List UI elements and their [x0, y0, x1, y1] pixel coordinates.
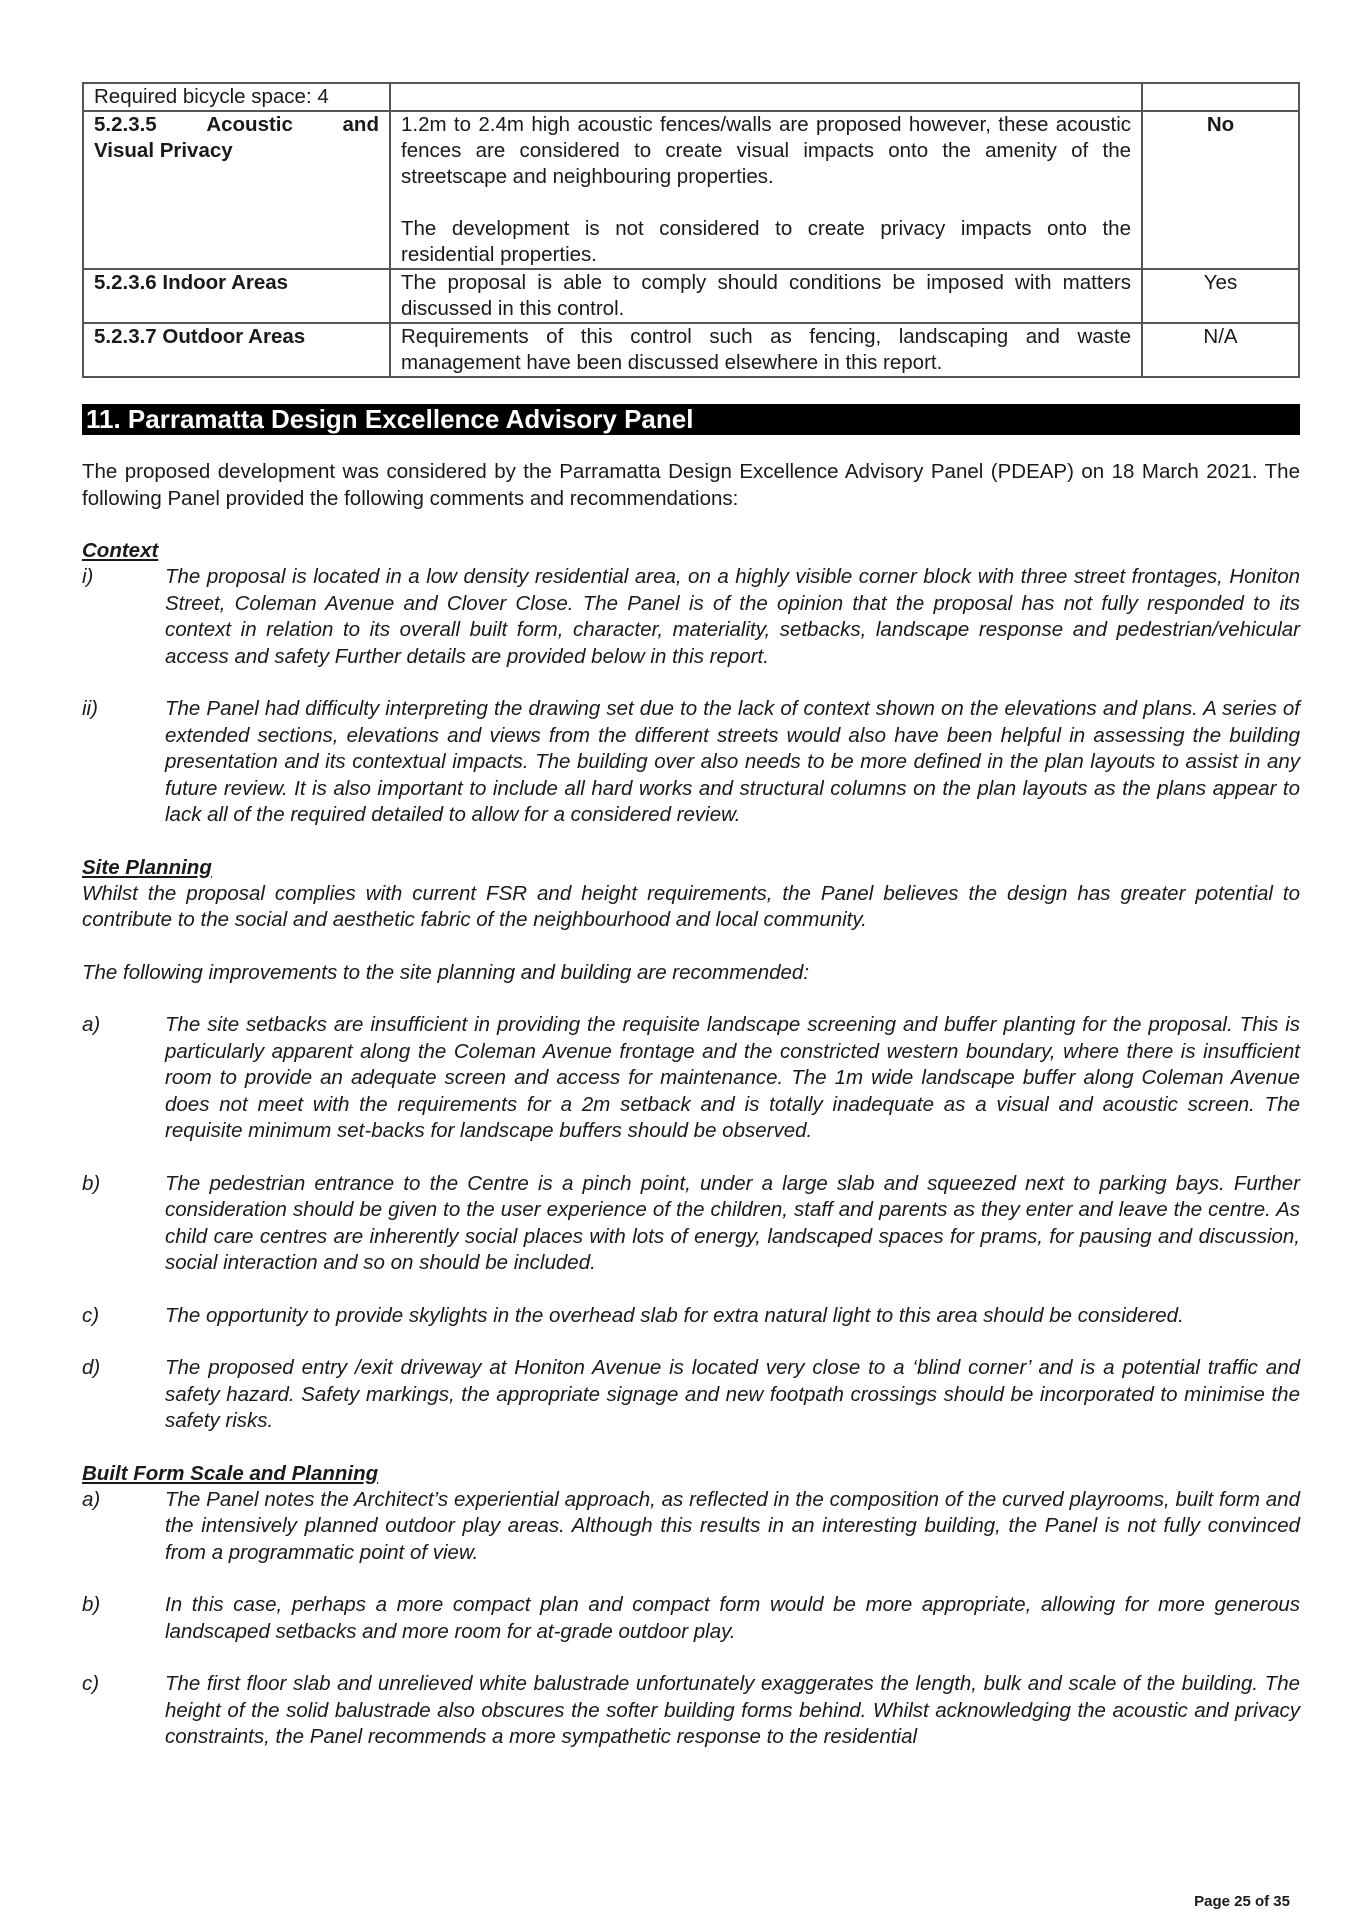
control-title-rest: Visual Privacy: [94, 139, 233, 162]
compliance-table: [82, 82, 1300, 378]
list-marker: b): [82, 1171, 101, 1195]
context-heading: Context: [82, 539, 159, 562]
comment-paragraph: 1.2m to 2.4m high acoustic fences/walls are proposed however, these acoustic fences are considered to create visual impacts onto the amenity of the streetscape and neighbouring properties.: [401, 113, 1131, 188]
list-text: The Panel had difficulty interpreting the drawing set due to the lack of context shown on the elevations and plans. A series of extended sections, elevations and views from the different streets would also have been helpful in assessing the building presentation and its contextual impacts. The building over also needs to be more defined in the plan layouts to assist in any future review. It is also important to include all hard works and structural columns on the plan layouts as the plans appear to lack all of the required detailed to allow for a considered review.: [165, 697, 1300, 826]
list-text: The proposal is located in a low density residential area, on a highly visible corner block with three street frontages, Honiton Street, Coleman Avenue and Clover Close. The Panel is of the opinion that the proposal has not fully responded to its context in relation to its overall built form, character, materiality, setbacks, landscape response and pedestrian/vehicular access and safety Further details are provided below in this report.: [165, 565, 1300, 668]
list-text: In this case, perhaps a more compact plan and compact form would be more appropriate, allowing for more generous landscaped setbacks and more room for at-grade outdoor play.: [165, 1593, 1300, 1643]
comment-cell: [390, 83, 1142, 111]
site-planning-heading: Site Planning: [82, 855, 212, 879]
list-item: [82, 1487, 1300, 1567]
control-number: 5.2.3.5: [94, 113, 157, 136]
table-row: [83, 83, 1299, 111]
table-row: [83, 323, 1299, 377]
list-marker: d): [82, 1356, 101, 1379]
compliance-cell: No: [1142, 111, 1299, 269]
section-heading: 11. Parramatta Design Excellence Advisory Panel: [82, 404, 1300, 435]
compliance-cell: [1142, 83, 1299, 111]
list-text: The pedestrian entrance to the Centre is a pinch point, under a large slab and squeezed next to parking bays. Further consideration should be given to the user experience of the children, staff and parents as they enter and leave the centre. As child care centres are inherently social places with lots of energy, landscaped spaces for prams, for pausing and discussion, social interaction and so on should be included.: [165, 1171, 1300, 1274]
built-form-heading: Built Form Scale and Planning: [82, 1461, 379, 1485]
list-text: The Panel notes the Architect’s experiential approach, as reflected in the composition of the curved playrooms, built form and the intensively planned outdoor play areas. Although this results in an interesting building, the Panel is not fully convinced from a programmatic point of view.: [165, 1487, 1300, 1564]
table-row: [83, 269, 1299, 323]
page-number: Page 25 of 35: [1194, 1893, 1290, 1910]
list-text: The site setbacks are insufficient in providing the requisite landscape screening and buffer planting for the proposal. This is particularly apparent along the Coleman Avenue frontage and the constricted western boundary, where there is insufficient room to provide an adequate screen and access for maintenance. The 1m wide landscape buffer along Coleman Avenue does not meet with the requirements for a 2m setback and is totally inadequate as a visual and acoustic screen. The requisite minimum set-backs for landscape buffers should be observed.: [165, 1013, 1300, 1142]
list-marker: c): [82, 1672, 100, 1695]
section-intro: The proposed development was considered by the Parramatta Design Excellence Advisory Panel (PDEAP) on 18 March 2021. The following Panel provided the following comments and recommendations:: [82, 460, 1300, 510]
control-title: [94, 112, 379, 138]
control-cell: Required bicycle space: 4: [83, 83, 390, 111]
compliance-cell: N/A: [1142, 323, 1299, 377]
list-marker: i): [82, 565, 94, 588]
list-item: [82, 564, 1300, 670]
list-marker: ii): [82, 697, 98, 720]
compliance-cell: Yes: [1142, 269, 1299, 323]
site-planning-paragraph: The following improvements to the site planning and building are recommended:: [82, 960, 810, 984]
list-text: The proposed entry /exit driveway at Honiton Avenue is located very close to a ‘blind corner’ and is a potential traffic and safety hazard. Safety markings, the appropriate signage and new footpath crossings should be incorporated to minimise the safety risks.: [165, 1356, 1300, 1432]
list-marker: a): [82, 1013, 101, 1036]
control-word: Acoustic: [206, 113, 293, 136]
control-cell: 5.2.3.6 Indoor Areas: [83, 269, 390, 323]
comment-cell: Requirements of this control such as fencing, landscaping and waste management have been discussed elsewhere in this report.: [390, 323, 1142, 377]
comment-cell: [390, 111, 1142, 269]
list-marker: b): [82, 1593, 101, 1616]
list-item: [82, 696, 1300, 829]
list-text: The opportunity to provide skylights in the overhead slab for extra natural light to this area should be considered.: [165, 1303, 1184, 1327]
table-row: [83, 111, 1299, 269]
comment-cell: The proposal is able to comply should conditions be imposed with matters discussed in this control.: [390, 269, 1142, 323]
control-cell: [83, 111, 390, 269]
list-item: [82, 1592, 1300, 1645]
document-page: [82, 82, 1300, 1751]
control-word: and: [342, 113, 379, 136]
list-item: [82, 1671, 1300, 1751]
list-item: [82, 1012, 1300, 1145]
list-marker: c): [82, 1303, 100, 1327]
list-item: [82, 1171, 1300, 1277]
list-item: [82, 1355, 1300, 1435]
control-cell: 5.2.3.7 Outdoor Areas: [83, 323, 390, 377]
comment-paragraph: The development is not considered to create privacy impacts onto the residential properties.: [401, 217, 1131, 266]
list-item: [82, 1303, 1300, 1330]
list-marker: a): [82, 1487, 101, 1511]
site-planning-paragraph: Whilst the proposal complies with current FSR and height requirements, the Panel believes the design has greater potential to contribute to the social and aesthetic fabric of the neighbourhood and local community.: [82, 881, 1300, 931]
list-text: The first floor slab and unrelieved white balustrade unfortunately exaggerates the length, bulk and scale of the building. The height of the solid balustrade also obscures the softer building forms behind. Whilst acknowledging the acoustic and privacy constraints, the Panel recommends a more sympathetic response to the residential: [165, 1672, 1300, 1748]
